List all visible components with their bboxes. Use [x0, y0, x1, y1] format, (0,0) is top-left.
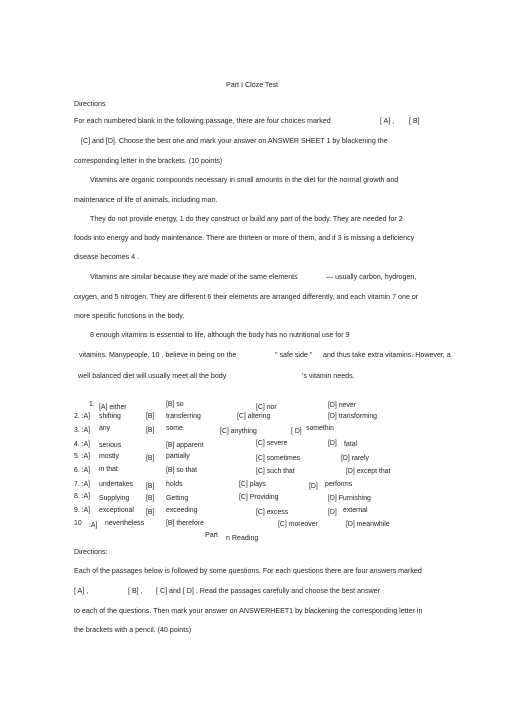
- part2-title-b: n Reading: [226, 534, 259, 542]
- option-b-marker: [B]: [146, 509, 155, 516]
- option-a: [A] either: [99, 404, 127, 411]
- option-d: [D] Furnishing: [328, 495, 371, 502]
- option-d: fatal: [344, 441, 358, 448]
- directions2-choice-a: [ A] ,: [74, 587, 89, 595]
- option-a: undertakes: [99, 481, 134, 488]
- passage-line: vitamins. Manypeople, 10 , believe in being on the: [79, 351, 237, 359]
- option-d: [D] except that: [346, 468, 391, 475]
- question-number: 6. :A]: [74, 467, 91, 474]
- directions-choice-a: [ A] ,: [380, 117, 395, 125]
- passage-line: more specific functions in the body.: [74, 312, 185, 320]
- option-b: [B] apparent: [166, 442, 204, 449]
- directions2-heading: Directions:: [74, 548, 108, 556]
- option-d: performs: [325, 481, 353, 488]
- question-number: 8. :A]: [74, 493, 91, 500]
- option-a: shifting: [99, 413, 121, 420]
- option-d-marker: [D]: [309, 483, 318, 490]
- directions2-line-1: Each of the passages below is followed by some questions. For each questions there are four answers marked: [74, 567, 422, 575]
- passage-line: oxygen, and 5 nitrogen. They are different 6 their elements are arranged differently, and each vitamin 7 one or: [74, 293, 419, 301]
- option-a: in that: [99, 466, 118, 473]
- part2-title-a: Part: [205, 531, 219, 539]
- passage-line: Vitamins are organic compounds necessary in small amounts in the diet for the normal growth and: [90, 176, 399, 184]
- directions-heading: Directions: [74, 100, 106, 108]
- option-c: [C] severe: [256, 440, 288, 447]
- option-c: [C] anything: [220, 428, 257, 435]
- question-number: 9. :A]: [74, 507, 91, 514]
- option-b-marker: [B]: [146, 455, 155, 462]
- option-d-marker: [D]: [328, 509, 337, 516]
- option-b: Getting: [166, 495, 189, 502]
- option-a: serious: [99, 442, 122, 449]
- option-d-marker: [D]: [328, 440, 337, 447]
- passage-line: foods into energy and body maintenance. There are thirteen or more of them, and if 3 is missing a deficiency: [74, 234, 415, 242]
- question-number-suffix: :A]: [89, 522, 98, 529]
- option-b-marker: [B]: [146, 427, 155, 434]
- directions2-line-4: the brackets with a pencil. (40 points): [74, 626, 192, 634]
- option-c: [C] altering: [237, 413, 271, 420]
- question-number: 10: [74, 520, 82, 527]
- option-d: somethin: [306, 425, 334, 432]
- option-a: mostly: [99, 453, 119, 460]
- option-a: any: [99, 425, 111, 432]
- passage-line: maintenance of life of animals, including man.: [74, 196, 218, 204]
- passage-line: They do not provide energy, 1 do they construct or build any part of the body. They are needed for 2: [90, 215, 403, 223]
- option-b-marker: [B]: [146, 413, 155, 420]
- option-d: [D] rarely: [341, 455, 369, 462]
- option-b: partially: [166, 453, 190, 460]
- option-b: [B] so: [166, 401, 184, 408]
- question-number: 2. :A]: [74, 413, 91, 420]
- option-b: some: [166, 425, 183, 432]
- passage-line: and thus take extra vitamins. However, a: [323, 351, 451, 359]
- directions2-line-3: to each of the questions. Then mark your answer on ANSWERHEET1 by blackening the corresponding letter in: [74, 607, 423, 615]
- passage-line: " safe side ": [275, 351, 313, 359]
- option-c: [C] Providing: [239, 494, 279, 501]
- option-d: [D] meanwhile: [346, 521, 390, 528]
- option-a: Supplying: [99, 495, 130, 502]
- question-number: 5. :A]: [74, 453, 91, 460]
- option-c: [C] plays: [239, 481, 266, 488]
- question-number: 7. :A]: [74, 481, 91, 488]
- option-b: [B] so that: [166, 467, 198, 474]
- option-d: [D] transforming: [328, 413, 378, 420]
- directions-choice-b: [ B]: [409, 117, 420, 125]
- option-a: exceptional: [99, 507, 134, 514]
- passage-line: Vitamins are similar because they are made of the same elements: [90, 273, 298, 281]
- option-c: [C] sometimes: [256, 455, 301, 462]
- option-d: external: [343, 507, 368, 514]
- directions-line-1: For each numbered blank in the following passage, there are four choices marked: [74, 117, 331, 125]
- option-d: [D] never: [328, 402, 356, 409]
- passage-line: well balanced diet will usually meet all the body: [78, 372, 227, 380]
- option-b: exceeding: [166, 507, 198, 514]
- question-number: 4. :A]: [74, 441, 91, 448]
- passage-line: 8 enough vitamins is essential to life, although the body has no nutritional use for 9: [90, 331, 350, 339]
- directions-line-2: [C] and [D]. Choose the best one and mark your answer on ANSWER SHEET 1 by blackening the: [81, 137, 388, 145]
- question-number: 1.: [89, 401, 95, 408]
- option-c: [C] excess: [256, 509, 289, 516]
- option-b-marker: [B]: [146, 495, 155, 502]
- option-b-marker: [B]: [146, 483, 155, 490]
- directions2-choice-b: [ B] ,: [128, 587, 143, 595]
- directions2-choice-cd: [ C] and [ D] . Read the passages carefully and choose the best answer: [156, 587, 380, 595]
- passage-line: 's vitamin needs.: [302, 372, 355, 380]
- option-c: [C] such that: [256, 468, 295, 475]
- directions-line-3: corresponding letter in the brackets. (10 points): [74, 157, 223, 165]
- option-a: nevertheless: [105, 520, 145, 527]
- option-b: transferring: [166, 413, 201, 420]
- option-d-marker: [ D]: [291, 428, 302, 435]
- passage-line: disease becomes 4 .: [74, 253, 140, 261]
- option-b: holds: [166, 481, 183, 488]
- question-number: 3. :A]: [74, 427, 91, 434]
- option-c: [C] nor: [256, 404, 277, 411]
- passage-line: — usually carbon, hydrogen,: [326, 273, 417, 281]
- option-b: [B] therefore: [166, 520, 204, 527]
- option-c: [C] moreover: [278, 521, 318, 528]
- part1-title: Part Ⅰ Cloze Test: [226, 81, 279, 89]
